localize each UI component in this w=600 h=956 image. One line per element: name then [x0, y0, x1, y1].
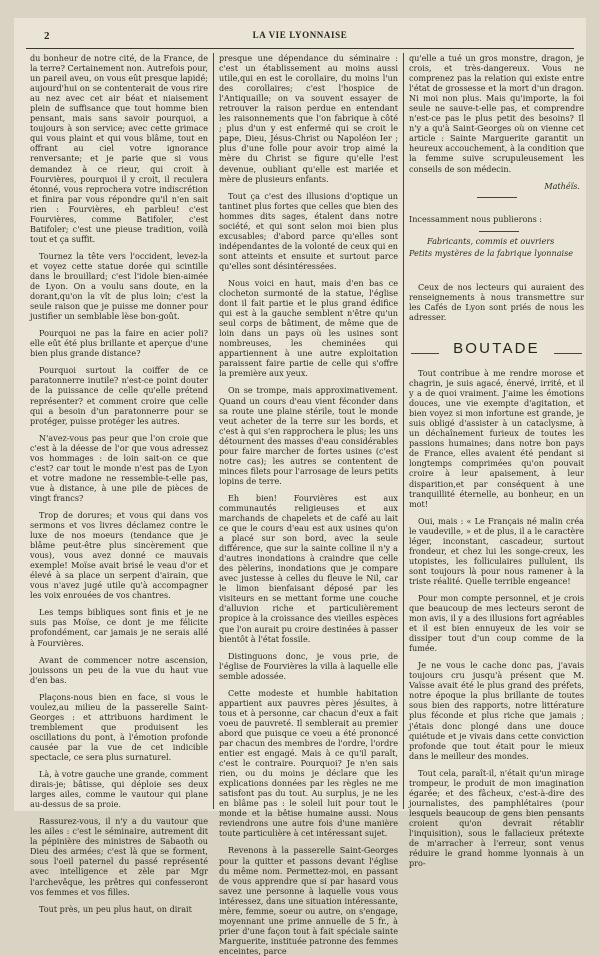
column-divider [213, 53, 214, 809]
paragraph: qu'elle a tué un gros monstre, dragon, je crois, et très-dangereux. Vous ne comprenez pas la relation qui existe entre l'état de grossesse et la mort d'un dragon. Ni moi non plus. Mais qu'importe, la foi seule ne sauve-t-elle pas, et comprendre n'est-ce pas le plus petit des besoins? Il n'y a qu'à Saint-Georges où on vienne cet article : Sainte Marguerite garantit un heureux accouchement, à la condition que la femme suive scrupuleusement les conseils de son médecin. [409, 53, 584, 174]
paragraph: Tout près, un peu plus haut, on dirait [39, 903, 192, 914]
paragraph: Tournez la tête vers l'occident, levez-la et voyez cette statue dorée qui scintille dans le brouillard; c'est l'idole bien-aimée de Lyon. On a voulu sans doute, en la dorant,qu'on la vît de plus loin; c'est la seule raison que je puisse me donner pour justifier un semblable lèse bon-goût. [30, 250, 208, 322]
paragraph: Oui, mais : « Le Français né malin créa le vaudeville, » et de plus, il a le caractère léger, inconstant, cascadeur, surtout frondeur, et chez lui les songe-creux, les utopistes, les folliculaires pullulent, ils sont toujours là pour nous ramener à la triste réalité. Quelle terrible engeance! [409, 515, 584, 586]
paragraph: Trop de dorures; et vous qui dans vos sermons et vos livres déclamez contre le luxe de nos moeurs (tendance que je blâme peut-être plus sincèrement que vous), vous avez donné ce mauvais exemple! Moïse avait brisé le veau d'or et élevé à sa place un serpent d'airain, que vous n'avez jugé utile qu'à accompagner les voix enrouées de vos chantres. [30, 509, 208, 601]
paragraph: Avant de commencer notre ascension, jouissons un peu de la vue du haut vue d'en bas. [30, 654, 208, 685]
paragraph: Les temps bibliques sont finis et je ne suis pas Moïse, ce dont je me félicite profondément, car jamais je ne serais allé à Fourvières. [30, 607, 208, 648]
divider [479, 231, 519, 232]
paragraph: Rassurez-vous, il n'y a du vautour que les ailes : c'est le séminaire, autrement dit la pépinière des ministres de Sabaoth ou Dieu des armées; c'est là que se forment, sous l'oeil paternel du passé représenté avec intelligence et zèle par Mgr l'archevêque, les prêtres qui confesseront vos femmes et vos filles. [30, 816, 208, 897]
title-rule [411, 353, 439, 354]
paragraph: Tout contribue à me rendre morose et chagrin, je suis agacé, énervé, irrité, et il y a de quoi vraiment. J'aime les émotions douces, une vie exempte d'agitation, et bien voyez si mon infortune est grande, je suis obligé d'assister à un cataclysme, à un déchaînement furieux de toutes les passions humaines; dans notre bon pays de France, elles avaient été pendant si longtemps comprimées qu'on pouvait croire à leur apaisement, à leur disparition,et par conséquent à une tranquillité éternelle, au bonheur, en un mot! [409, 367, 584, 509]
paragraph: Tout cela, paraît-il, n'était qu'un mirage trompeur, le produit de mon imagination égarée; et des fâcheux, c'est-à-dire des journalistes, des pamphlétaires (pour lesquels beaucoup de gens bien pensants croient qu'on devrait rétablir l'inquisition), sous le fallacieux prétexte de m'arracher à l'erreur, sont venus réduire le grand homme lyonnais à un pro- [409, 767, 584, 869]
journal-title: LA VIE LYONNAISE [252, 30, 348, 40]
author-signature: Mathéïs. [544, 180, 580, 191]
paragraph: Distinguons donc, je vous prie, de l'église de Fourvières la villa à laquelle elle semble adossée. [219, 650, 398, 681]
column-1 [30, 53, 209, 914]
paragraph: Là, à votre gauche une grande, comment dirais-je; bâtisse, qui déploie ses deux larges ailes, comme le vautour qui plane au-dessus de sa proie. [30, 769, 209, 810]
column-divider [403, 53, 404, 809]
column-3 [409, 53, 584, 869]
page-number: 2 [44, 30, 50, 42]
section-title [409, 339, 584, 357]
page-header [26, 18, 574, 49]
paragraph: du bonheur de notre cité, de la France, de la terre? Certainement non. Autrefois pour, un pareil aveu, on vous eût presque lapidé; aujourd'hui on se contenterait de vous rire au nez avec cet air béat et niaisement plein de suffisance que tout homme bien pensant, mais sans savoir pourquoi, a toujours à son service; avec cette grimace qui vous plaint et qui vous blâme, tout en offrant au ciel votre ignorance renversante; et je parie que si vous demandez à ce rieur, qui croit à Fourvières, pourquoi il y croit, il reculera étonné, vous reprochera votre indiscrétion et finira par vous répondre qu'il n'en sait rien : Fourvières, eh parbleu! c'est Fourvières, comme Batifoler, c'est Batifoler; c'est une pieuse tradition, voilà tout et ça suffit. [30, 53, 208, 244]
article-columns [26, 49, 584, 956]
newspaper-page [14, 18, 586, 956]
paragraph: Cette modeste et humble habitation appartient aux pauvres pères jésuites, à tous et à personne, car chacun d'eux a fait voeu de pauvreté. Il semblerait au premier abord que puisque ce voeu a été prononcé par chacun des membres de l'ordre, l'ordre entier est engagé. Mais à ce qu'il paraît, c'est le contraire. Pourquoi? Je n'en sais rien, ou du moins je déclare que les explications données par les règles ne me satisfont pas du tout. Au surplus, je ne les en blâme pas : le soleil luit pour tout le monde et la bêtise humaine aussi. Nous reviendrons une autre fois d'une manière toute particulière à cet intéressant sujet. [219, 687, 398, 839]
paragraph: Revenons à la passerelle Saint-Georges pour la quitter et passons devant l'église du même nom. Permettez-moi, en passant de vous apprendre que si par hasard vous savez une personne à laquelle vous vous intéressez, dans une situation intéressante, mère, femme, soeur ou autre, on s'engage, moyennant une prime annuelle de 5 fr., à prier d'une façon tout à fait spéciale sainte Marguerite, instituée patronne des femmes enceintes, parce [219, 845, 398, 956]
readers-note: Ceux de nos lecteurs qui auraient des renseignements à nous transmettre sur les Cafés de Lyon sont priés de nous les adresser. [409, 281, 584, 322]
announcement-title: Fabricants, commis et ouvriers [427, 235, 555, 246]
announcement-subtitle: Petits mystères de la fabrique lyonnaise [409, 247, 574, 258]
paragraph: On se trompe, mais approximativement. Quand un cours d'eau vient féconder dans sa route une plaine stérile, tout le monde veut acheter de la terre sur les bords, et c'est à qui s'en rapprochera le plus; les uns détournent des masses d'eau considérables pour faire marcher de fortes usines (c'est notre cas); les autres se contentent de minces filets pour l'arrosage de leurs petits lopins de terre. [219, 385, 398, 486]
divider [477, 197, 517, 198]
paragraph: presque une dépendance du séminaire : c'est un établissement au moins aussi utile,qui en est le corollaire, du moins l'un des corollaires; c'est l'hospice de l'Antiquaille; on va souvent essayer de retrouver la raison perdue en entendant les raisonnements que l'on fabrique à côté ; plus d'un y est enfermé qui se croit le pape, Dieu, Jésus-Christ ou Napoléon Ier ; plus d'une folle pour avoir trop aimé la mère du Christ se figure qu'elle l'est devenue, oubliant qu'elle est mariée et mère de plusieurs enfants. [219, 53, 398, 184]
paragraph: Pourquoi surtout la coiffer de ce paratonnerre inutile? n'est-ce point douter de la puissance de celle qu'elle prétend représenter? et comment croire que celle qui a besoin d'un paratonnerre pour se protéger, puisse protéger les autres. [30, 365, 208, 426]
paragraph: Je ne vous le cache donc pas, j'avais toujours cru jusqu'à présent que M. Vaïsse avait été le plus grand des préfets, notre époque la plus brillante de toutes sous bien des rapports, notre littérature plus féconde et plus riche que jamais ; j'étais donc plongé dans une douce quiétude et je vivais dans cette conviction profonde que tout était pour le mieux dans le meilleur des mondes. [409, 660, 584, 761]
paragraph: Pourquoi ne pas la faire en acier poli? elle eût été plus brillante et aperçue d'une bien plus grande distance? [30, 328, 208, 359]
paragraph: N'avez-vous pas peur que l'on croie que c'est à la déesse de l'or que vous adressez vos hommages : de loin sait-on ce que c'est? car tout le monde n'est pas de Lyon et votre madone ne ressemble-t-elle pas, vue à distance, à une pile de pièces de vingt francs? [30, 432, 208, 503]
title-rule [554, 353, 582, 354]
paragraph: Tout ça c'est des illusions d'optique un tantinet plus fortes que celles que bien des hommes dits sages, étalent dans notre société, et qui sont selon moi bien plus excusables; d'abord parce qu'elles sont indépendantes de la volonté de ceux qui en sont atteints et ensuite et surtout parce qu'elles sont désintéressées. [219, 190, 398, 271]
paragraph: Pour mon compte personnel, et je crois que beaucoup de mes lecteurs seront de mon avis, il y a des illusions fort agréables et il est bien ennuyeux de les voir se dissiper tout d'un coup comme de la fumée. [409, 592, 584, 654]
column-2 [219, 53, 398, 956]
section-title-text: BOUTADE [453, 339, 540, 357]
paragraph: Nous voici en haut, mais d'en bas ce clocheton surmonté de la statue, l'église dont il fait partie et le plus grand édifice qui est à la gauche semblent n'être qu'un seul corps de bâtiment, de même que de loin dans un pays où les usines sont nombreuses, les cheminées qui appartiennent à une autre exploitation paraissent faire partie de celle qui s'offre la première aux yeux. [219, 277, 398, 379]
announcement: Incessamment nous publierons : [409, 213, 543, 224]
paragraph: Eh bien! Fourvières est aux communautés religieuses et aux marchands de chapelets et de café au lait ce que le cours d'eau est aux usines qu'on a placé sur son bord, avec la seule différence, que sur la sainte colline il n'y a d'autres inondations à craindre que celle des pèlerins, inondations que je compare avec justesse à celles du fleuve le Nil, car le limon bienfaisant déposé par les visiteurs en se mettant forme une couche d'alluvion riche et particulièrement propice à la croissance des vieilles espèces que l'on aurait pu croire destinées à passer bientôt à l'état fossile. [219, 492, 398, 644]
paragraph: Plaçons-nous bien en face, si vous le voulez,au milieu de la passerelle Saint-Georges : et attribuons hardiment le tremblement que produisent les oscillations du pont, à l'émotion profonde causée par la vue de cet indicible spectacle, ce sera plus surnaturel. [30, 691, 208, 762]
